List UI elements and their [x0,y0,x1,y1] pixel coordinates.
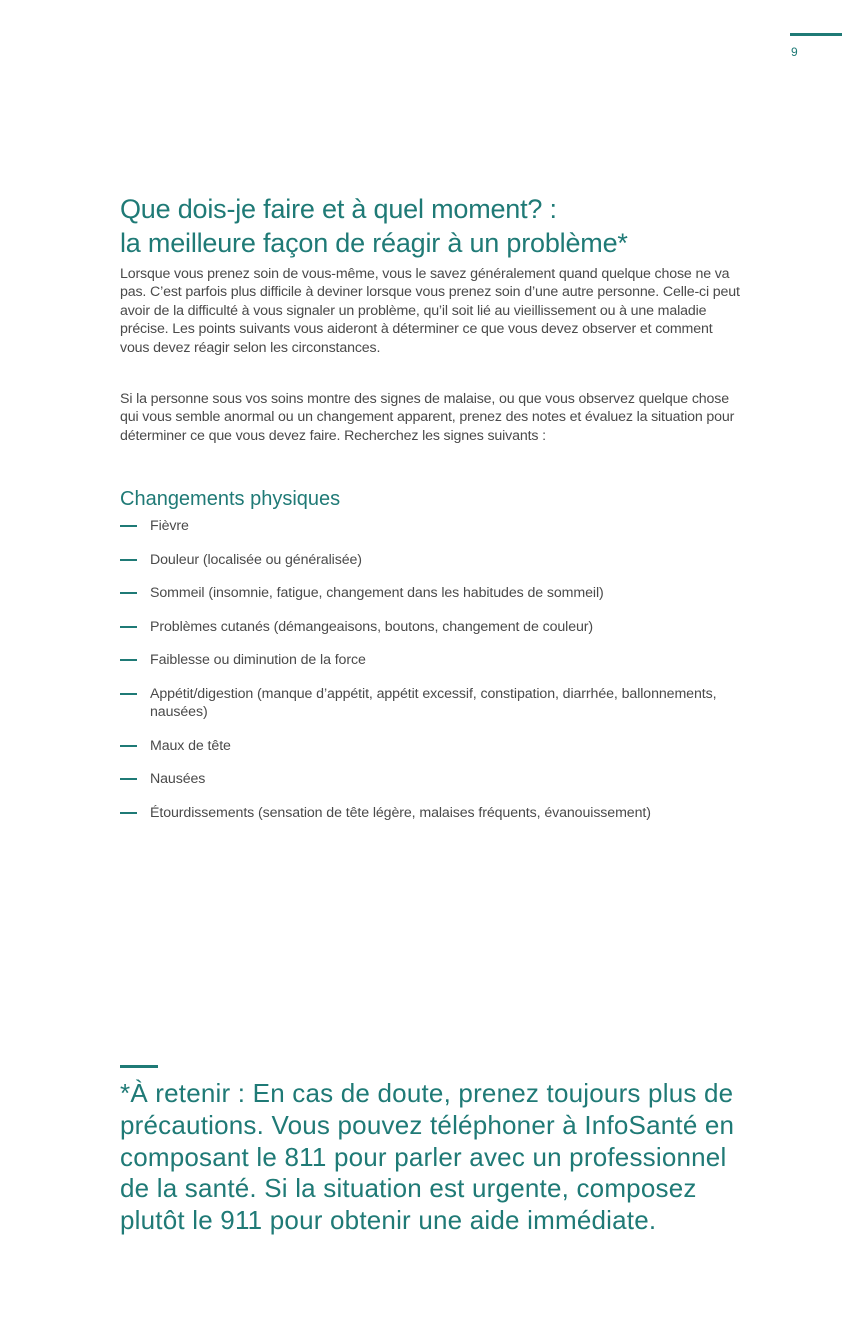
list-item [120,584,760,602]
dash-bullet-icon [120,525,137,527]
reminder-note: *À retenir : En cas de doute, prenez toujours plus de précautions. Vous pouvez téléphoner à InfoSanté en composant le 811 pour parler avec un professionnel de la santé. Si la situation est urgente, composez plutôt le 911 pour obtenir une aide immédiate. [120,1078,735,1236]
dash-bullet-icon [120,659,137,661]
dash-bullet-icon [120,812,137,814]
page-title-line-1: Que dois-je faire et à quel moment? : [120,194,557,224]
list-item-text: Étourdissements (sensation de tête légère, malaises fréquents, évanouissement) [150,804,651,821]
list-item-text: Fièvre [150,518,189,534]
list-item-text: Maux de tête [150,737,231,754]
list-item-text: Douleur (localisée ou généralisée) [150,551,362,568]
list-item-text: Nausées [150,771,206,788]
instructions-paragraph: Si la personne sous vos soins montre des signes de malaise, ou que vous observez quelque chose qui vous semble anormal ou un changement apparent, prenez des notes et évaluez la situation pour déterminer ce que vous devez faire. Recherchez les signes suivants : [120,391,735,444]
physical-changes-list [120,517,760,837]
page-number: 9 [791,45,798,59]
list-item [120,804,760,822]
list-item [120,737,760,755]
section-heading: Changements physiques [120,488,341,510]
list-item-text: Faiblesse ou diminution de la force [150,652,366,669]
list-item [120,551,760,569]
list-item-text: Appétit/digestion (manque d’appétit, appétit excessif, constipation, diarrhée, ballonnements, nausées) [150,685,717,720]
list-item [120,685,760,721]
page-title [120,192,780,260]
page-title-line-2: la meilleure façon de réagir à un problème* [120,228,628,258]
dash-bullet-icon [120,559,137,561]
note-divider [120,1065,158,1068]
page-number-rule [790,33,842,36]
list-item [120,618,760,636]
dash-bullet-icon [120,745,137,747]
list-item-text: Sommeil (insomnie, fatigue, changement dans les habitudes de sommeil) [150,585,604,602]
list-item [120,770,760,788]
list-item [120,517,760,535]
dash-bullet-icon [120,693,137,695]
dash-bullet-icon [120,592,137,594]
list-item [120,651,760,669]
dash-bullet-icon [120,626,137,628]
intro-paragraph: Lorsque vous prenez soin de vous-même, vous le savez généralement quand quelque chose ne va pas. C’est parfois plus difficile à deviner lorsque vous prenez soin d’une autre personne. Celle-ci peut avoir de la difficulté à vous signaler un problème, qu’il soit lié au vieillissement ou à une maladie précise. Les points suivants vous aideront à déterminer ce que vous devez observer et comment vous devez réagir selon les circonstances. [120,266,740,356]
dash-bullet-icon [120,778,137,780]
list-item-text: Problèmes cutanés (démangeaisons, boutons, changement de couleur) [150,618,594,635]
